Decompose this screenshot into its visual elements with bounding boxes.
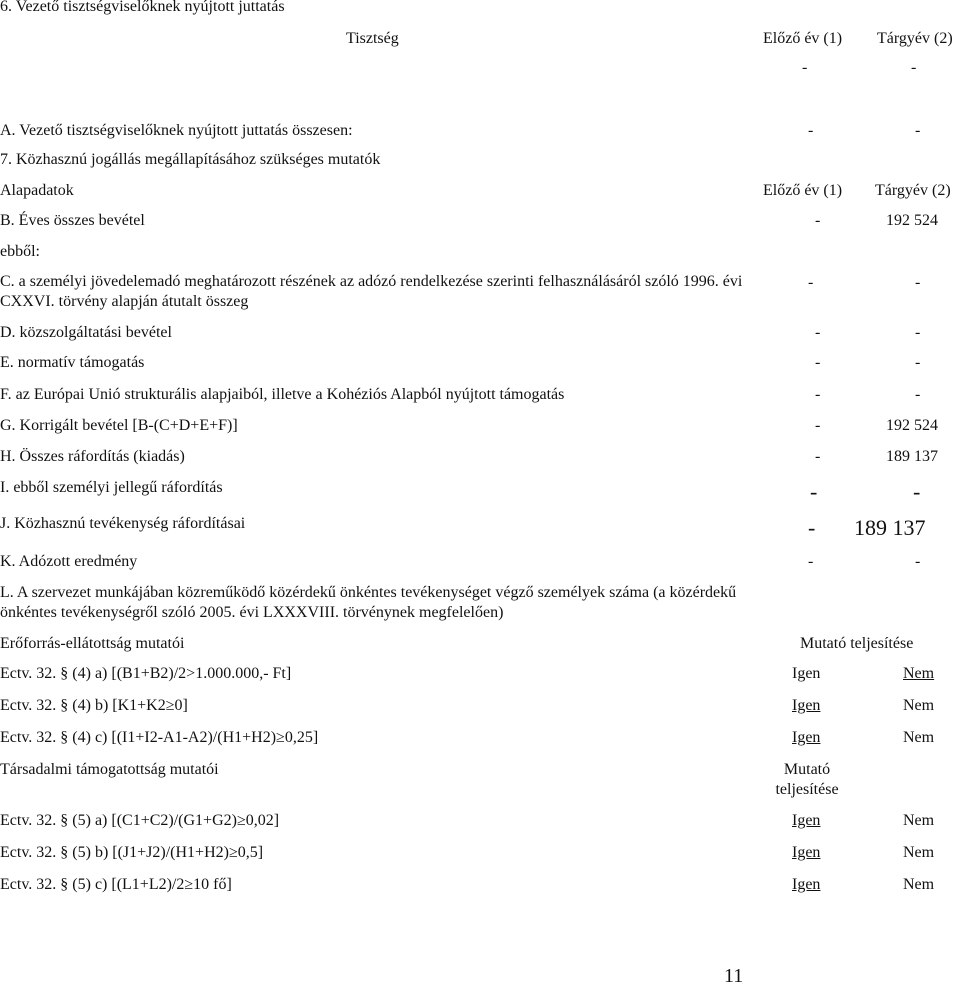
resource-row-b-no[interactable]: Nem [903,697,935,714]
section-6-heading: 6. Vezető tisztségviselőknek nyújtott juttatás [0,0,285,15]
row-h-prev-value: - [815,448,821,465]
row-c-prev-value: - [808,274,814,291]
social-indicators-result-header-line2: teljesítése [775,781,839,798]
row-e-label: E. normatív támogatás [0,354,145,371]
row-l-label: L. A szervezet munkájában közreműködő közérdekű önkéntes tevékenységet végző személyek száma (a közérdekű önkéntes tevékenységről szóló 2005. évi LXXXVIII. törvénynek megfelelően) [0,584,737,621]
row-g-current-value: 192 524 [886,417,938,434]
row-a-label: A. Vezető tisztségviselőknek nyújtott juttatás összesen: [0,122,353,139]
row-e-prev-value: - [815,354,821,371]
resource-row-b-yes-selected[interactable]: Igen [792,697,821,714]
blank-row-prev-value: - [802,59,808,76]
row-k-label: K. Adózott eredmény [0,553,138,570]
resource-row-c-no[interactable]: Nem [903,729,935,746]
social-indicators-result-header-line1: Mutató [783,761,831,778]
row-g-label: G. Korrigált bevétel [B-(C+D+E+F)] [0,417,238,434]
row-b-prev-value: - [815,212,821,229]
blank-row-current-value: - [911,59,917,76]
resource-row-a-yes[interactable]: Igen [792,665,821,682]
social-row-c-no[interactable]: Nem [903,876,935,893]
resource-indicators-result-header: Mutató teljesítése [800,635,914,652]
row-i-label: I. ebből személyi jellegű ráfordítás [0,479,223,496]
resource-row-c-yes-selected[interactable]: Igen [792,729,821,746]
social-row-b-no[interactable]: Nem [903,844,935,861]
social-row-b-yes-selected[interactable]: Igen [792,844,821,861]
row-e-current-value: - [915,354,921,371]
row-f-prev-value: - [815,386,821,403]
row-c-current-value: - [915,274,921,291]
column-header-base-data: Alapadatok [0,182,74,199]
row-j-current-value: 189 137 [854,515,926,540]
resource-row-a-no-selected[interactable]: Nem [903,665,935,682]
social-row-c-yes-selected[interactable]: Igen [792,876,821,893]
social-row-c-label: Ectv. 32. § (5) c) [(L1+L2)/2≥10 fő] [0,876,232,893]
row-a-prev-value: - [808,122,814,139]
social-row-a-label: Ectv. 32. § (5) a) [(C1+C2)/(G1+G2)≥0,02] [0,812,280,829]
resource-row-a-label: Ectv. 32. § (4) a) [(B1+B2)/2>1.000.000,- Ft] [0,665,292,682]
row-g-prev-value: - [815,417,821,434]
row-d-prev-value: - [815,324,821,341]
social-row-b-label: Ectv. 32. § (5) b) [(J1+J2)/(H1+H2)≥0,5] [0,844,264,861]
row-b-label: B. Éves összes bevétel [0,212,145,229]
social-row-a-yes-selected[interactable]: Igen [792,812,821,829]
row-d-current-value: - [915,324,921,341]
column-header-current-year: Tárgyév (2) [875,182,951,199]
column-header-prev-year: Előző év (1) [763,30,843,47]
row-k-current-value: - [915,553,921,570]
resource-indicators-title: Erőforrás-ellátottság mutatói [0,635,185,652]
row-c-label: C. a személyi jövedelemadó meghatározott részének az adózó rendelkezése szerinti felhasználásáról szóló 1996. évi CXXVI. törvény alapján átutalt összeg [0,273,743,310]
resource-row-b-label: Ectv. 32. § (4) b) [K1+K2≥0] [0,697,188,714]
row-i-prev-value: - [810,479,818,504]
row-j-label: J. Közhasznú tevékenység ráfordításai [0,515,246,532]
row-h-current-value: 189 137 [886,448,938,465]
row-j-prev-value: - [808,515,816,540]
row-a-current-value: - [915,122,921,139]
column-header-current-year: Tárgyév (2) [877,30,953,47]
row-f-current-value: - [915,386,921,403]
column-header-title: Tisztség [346,30,399,47]
resource-row-c-label: Ectv. 32. § (4) c) [(I1+I2-A1-A2)/(H1+H2)≥0,25] [0,729,319,746]
row-ebbol-label: ebből: [0,243,40,260]
row-d-label: D. közszolgáltatási bevétel [0,324,172,341]
social-row-a-no[interactable]: Nem [903,812,935,829]
social-indicators-title: Társadalmi támogatottság mutatói [0,761,219,778]
row-k-prev-value: - [808,553,814,570]
page-number: 11 [724,965,744,987]
row-h-label: H. Összes ráfordítás (kiadás) [0,448,185,465]
column-header-prev-year: Előző év (1) [763,182,843,199]
row-b-current-value: 192 524 [886,212,938,229]
row-f-label: F. az Európai Unió strukturális alapjaiból, illetve a Kohéziós Alapból nyújtott támogatás [0,386,565,403]
row-i-current-value: - [913,479,921,504]
section-7-heading: 7. Közhasznú jogállás megállapításához szükséges mutatók [0,151,381,168]
